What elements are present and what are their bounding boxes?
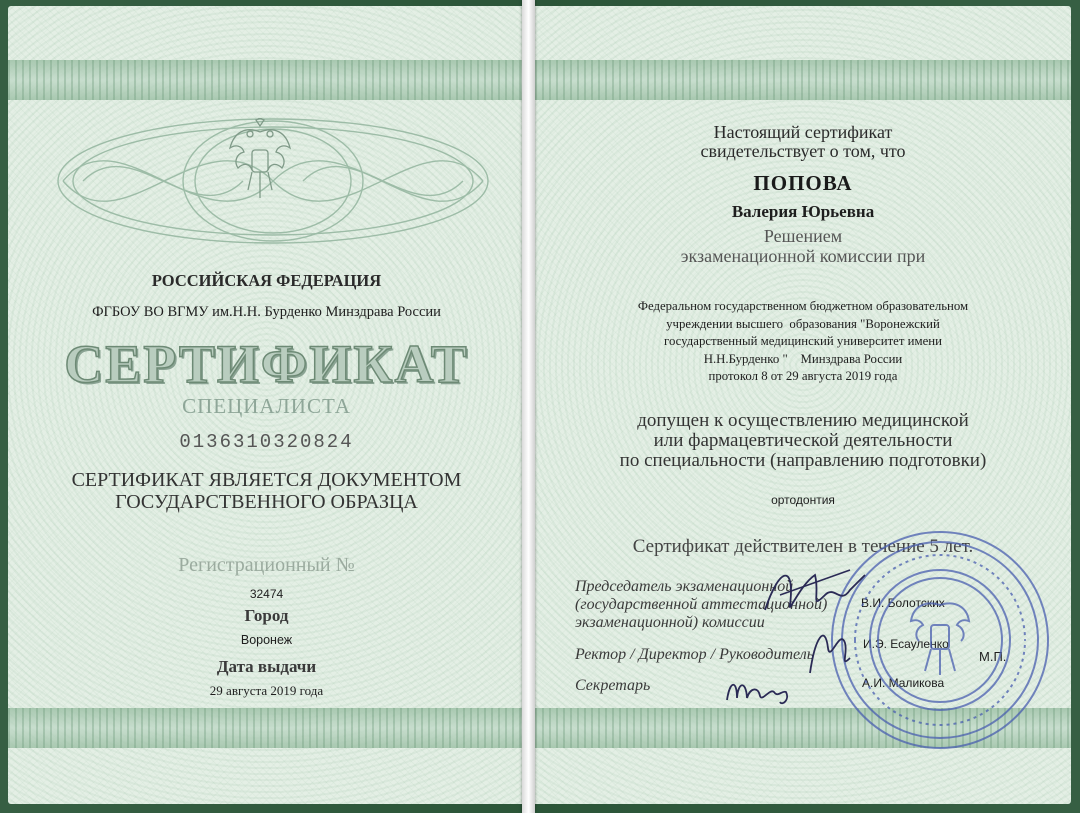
document-status-line2: ГОСУДАРСТВЕННОГО ОБРАЗЦА — [115, 491, 418, 513]
rector-name: И.Э. Есауленко — [863, 637, 949, 651]
registration-label: Регистрационный № — [178, 554, 355, 576]
issue-date-label: Дата выдачи — [216, 657, 317, 676]
chairman-signature — [760, 555, 870, 625]
certificate-subtitle: СПЕЦИАЛИСТА — [182, 394, 351, 418]
issue-date-value: 29 августа 2019 года — [209, 683, 324, 698]
certificate-header-line2: свидетельствует о том, что — [700, 141, 906, 161]
decorative-band-bottom — [8, 708, 525, 748]
rector-signature — [800, 618, 860, 678]
city-value: Воронеж — [240, 633, 293, 647]
country-title: РОССИЙСКАЯ ФЕДЕРАЦИЯ — [151, 271, 382, 290]
holder-given-names: Валерия Юрьевна — [731, 202, 875, 221]
institution-text: Федеральном государственном бюджетном образовательном учреждении высшего образования "Воронежский государственный медицинский университет имени Н.Н.Бурденко " Минздрава России протокол 8 от 29 августа 2019 года — [637, 299, 969, 383]
chairman-label: Председатель экзаменационной (государственной аттестационной) экзаменационной) комиссии — [575, 578, 828, 631]
coat-of-arms-emblem — [226, 118, 294, 202]
document-status-line1: СЕРТИФИКАТ ЯВЛЯЕТСЯ ДОКУМЕНТОМ — [71, 469, 462, 491]
city-label: Город — [244, 606, 289, 625]
certificate-title: СЕРТИФИКАТ — [64, 334, 469, 394]
rector-label: Ректор / Директор / Руководитель — [575, 646, 815, 663]
decorative-band-top-right — [535, 60, 1071, 100]
certificate-header-line1: Настоящий сертификат — [713, 122, 893, 142]
secretary-label: Секретарь — [575, 677, 651, 694]
decorative-band-top — [8, 60, 525, 100]
seal-place-label: М.П. — [979, 649, 1007, 664]
specialty-value: ортодонтия — [771, 493, 835, 507]
decision-line2: экзаменационной комиссии при — [680, 246, 926, 266]
holder-surname: ПОПОВА — [753, 171, 853, 195]
admission-text: допущен к осуществлению медицинской или фармацевтической деятельности по специальности (направлению подготовки) — [619, 410, 987, 471]
secretary-name: А.И. Маликова — [862, 676, 945, 690]
registration-number: 32474 — [249, 587, 284, 601]
left-page — [8, 6, 525, 804]
secretary-signature — [722, 670, 802, 710]
certificate-number: 0136310320824 — [179, 431, 354, 453]
issuer-name: ФГБОУ ВО ВГМУ им.Н.Н. Бурденко Минздрава России — [92, 304, 441, 320]
chairman-name: В.И. Болотских — [861, 596, 945, 610]
decision-line1: Решением — [763, 226, 843, 246]
validity-statement: Сертификат действителен в течение 5 лет. — [632, 536, 974, 557]
binding-ribbon — [522, 0, 535, 813]
